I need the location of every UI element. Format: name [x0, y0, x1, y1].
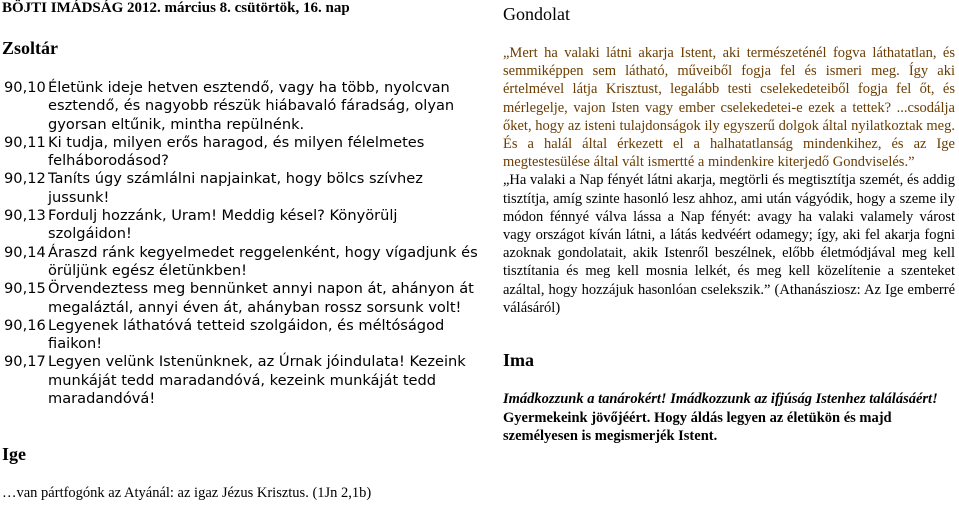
verse-number: 90,16	[4, 316, 46, 334]
ima-prayer-teachers: Imádkozzunk a tanárokért!	[503, 391, 667, 407]
verse-90-13	[4, 207, 482, 244]
verse-90-14	[4, 244, 482, 281]
verse-text: Fordulj hozzánk, Uram! Meddig késel? Könyörülj szolgáidon!	[48, 207, 398, 243]
verse-90-17	[4, 353, 482, 408]
verse-number: 90,13	[4, 207, 46, 225]
verse-text: Életünk ideje hetven esztendő, vagy ha több, nyolcvan esztendő, és nagyobb részük hiábavaló fáradság, olyan gyorsan eltűnik, mintha repülnénk.	[48, 79, 455, 133]
verse-90-12	[4, 170, 482, 207]
verse-90-11	[4, 134, 482, 171]
verse-number: 90,11	[4, 133, 46, 151]
ima-heading: Ima	[503, 350, 534, 370]
gondolat-quote-1-end: És a halál által érkezett el a halhatatlanság mindenkihez, és az Ige megtestesülése által vált ismertté a mindenkire kiterjedő Gondviselés.”	[503, 136, 955, 171]
verse-text: Örvendeztess meg bennünket annyi napon át, ahányon át megaláztál, annyi éven át, ahányban rossz sorsunk volt!	[48, 280, 474, 316]
verse-text: Taníts úgy számlálni napjainkat, hogy bölcs szívhez jussunk!	[48, 170, 423, 206]
gondolat-quote-2: „Ha valaki a Nap fényét látni akarja, megtörli és megtisztítja szemét, és addig tisztítja, amíg szinte hasonló lesz ahhoz, ami után vágyódik, hogy a szeme ily módon fénnyé válva lássa a Nap fényét: avagy ha valaki valamely várost vagy országot kíván látni, a látás kedvéért odamegy; így, aki fel akarja fogni azoknak gondolatait, akik Istenről beszélnek, előbb életmódjával meg kell tisztítania és meg kell mosnia lelkét, és meg kell közelítenie a szenteket azáltal, hogy hozzájuk hasonlóan cselekszik.”	[503, 172, 955, 298]
gondolat-paragraph-2	[503, 171, 955, 317]
gondolat-body	[503, 44, 955, 317]
verse-number: 90,12	[4, 170, 46, 188]
verse-90-15	[4, 280, 482, 317]
verse-text: Áraszd ránk kegyelmedet reggelenként, hogy vígadjunk és örüljünk egész életünkben!	[48, 243, 478, 279]
verse-text: Ki tudja, milyen erős haragod, és milyen félelmetes felháborodásod?	[48, 133, 425, 170]
verse-number: 90,14	[4, 243, 46, 261]
gondolat-paragraph-1	[503, 44, 955, 171]
gondolat-heading: Gondolat	[503, 4, 570, 24]
verse-text: Legyen velünk Istenünknek, az Úrnak jóindulata! Kezeink munkáját tedd maradandóvá, kezeink munkáját tedd maradandóvá!	[48, 353, 466, 408]
ima-prayer-children: Gyermekeink jövőjéért. Hogy áldás legyen az életükön és majd személyesen is megismerjék Istent.	[503, 409, 892, 444]
ige-heading: Ige	[2, 444, 26, 464]
ima-text	[503, 390, 955, 446]
psalm-verses	[4, 79, 482, 408]
ima-prayer-youth: Imádkozzunk az ifjúság Istenhez találásáért!	[666, 391, 938, 407]
gondolat-source: (Athanásziosz: Az Ige emberré válásáról)	[503, 281, 956, 316]
verse-number: 90,10	[4, 79, 46, 96]
page-header: BÖJTI IMÁDSÁG 2012. március 8. csütörtök, 16. nap	[2, 0, 350, 16]
verse-text: Legyenek láthatóvá tetteid szolgáidon, és méltóságod fiaikon!	[48, 316, 445, 353]
ige-text: …van pártfogónk az Atyánál: az igaz Jézus Krisztus. (1Jn 2,1b)	[2, 485, 372, 501]
verse-number: 90,17	[4, 353, 46, 371]
verse-number: 90,15	[4, 280, 46, 298]
verse-90-10	[4, 79, 482, 134]
zsoltar-heading: Zsoltár	[2, 38, 58, 58]
verse-90-16	[4, 317, 482, 354]
gondolat-quote-1: „Mert ha valaki látni akarja Istent, aki természeténél fogva láthatatlan, és semmiképpen sem látható, műveiből fogja fel és ismeri meg. Így aki értelmével látja Krisztust, legalább testi cselekedeteiből fogja fel őt, és mérlegelje, vajon Isten vagy ember cselekedetei-e ezek a tettek? ...csodálja őket, hogy az isteni tulajdonságok ily egyszerű dolgok által nyilatkoztak meg.	[503, 45, 955, 134]
